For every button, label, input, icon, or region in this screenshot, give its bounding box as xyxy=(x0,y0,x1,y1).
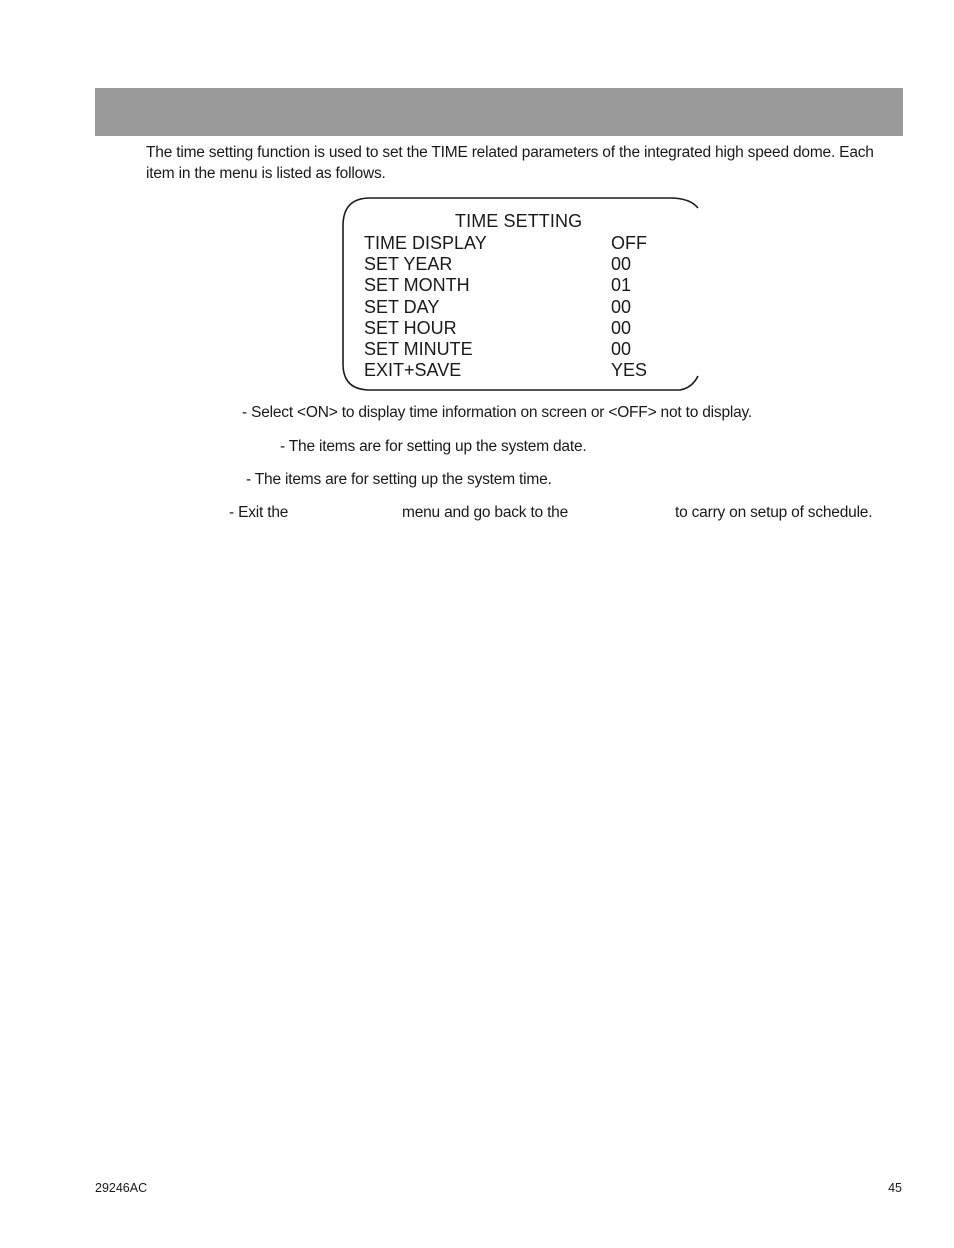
menu-row-set-year xyxy=(364,254,684,275)
intro-paragraph: The time setting function is used to set the TIME related parameters of the integrated high speed dome. Each item in the menu is listed as follows. xyxy=(146,144,874,182)
menu-row-exit-save xyxy=(364,360,684,381)
menu-row-value: YES xyxy=(611,360,648,380)
menu-row-value: 00 xyxy=(611,339,632,359)
menu-row-time-display xyxy=(364,233,684,254)
menu-title: TIME SETTING xyxy=(455,211,583,231)
note-date-items: - The items are for setting up the system date. xyxy=(280,438,587,455)
note-time-display: - Select <ON> to display time information on screen or <OFF> not to display. xyxy=(242,404,753,421)
footer-page-number: 45 xyxy=(888,1181,902,1195)
note-exit-part2: menu and go back to the xyxy=(402,504,569,521)
menu-row-label: SET HOUR xyxy=(364,318,457,338)
menu-row-label: SET MONTH xyxy=(364,275,470,295)
menu-row-set-month xyxy=(364,275,684,296)
section-header-bar xyxy=(95,88,903,136)
menu-row-label: TIME DISPLAY xyxy=(364,233,487,253)
footer-doc-code: 29246AC xyxy=(95,1181,148,1195)
menu-row-label: EXIT+SAVE xyxy=(364,360,462,380)
note-time-items: - The items are for setting up the system time. xyxy=(246,471,552,488)
time-setting-menu xyxy=(340,196,700,392)
menu-row-value: 00 xyxy=(611,254,632,274)
menu-row-set-hour xyxy=(364,318,684,339)
menu-row-value: OFF xyxy=(611,233,647,253)
menu-row-set-day xyxy=(364,297,684,318)
menu-row-set-minute xyxy=(364,339,684,360)
menu-row-label: SET YEAR xyxy=(364,254,453,274)
note-exit-part3: to carry on setup of schedule. xyxy=(675,504,873,521)
menu-row-value: 00 xyxy=(611,318,632,338)
note-exit-part1: - Exit the xyxy=(229,504,289,521)
menu-row-label: SET MINUTE xyxy=(364,339,473,359)
menu-row-value: 00 xyxy=(611,297,632,317)
menu-row-label: SET DAY xyxy=(364,297,440,317)
menu-row-value: 01 xyxy=(611,275,632,295)
